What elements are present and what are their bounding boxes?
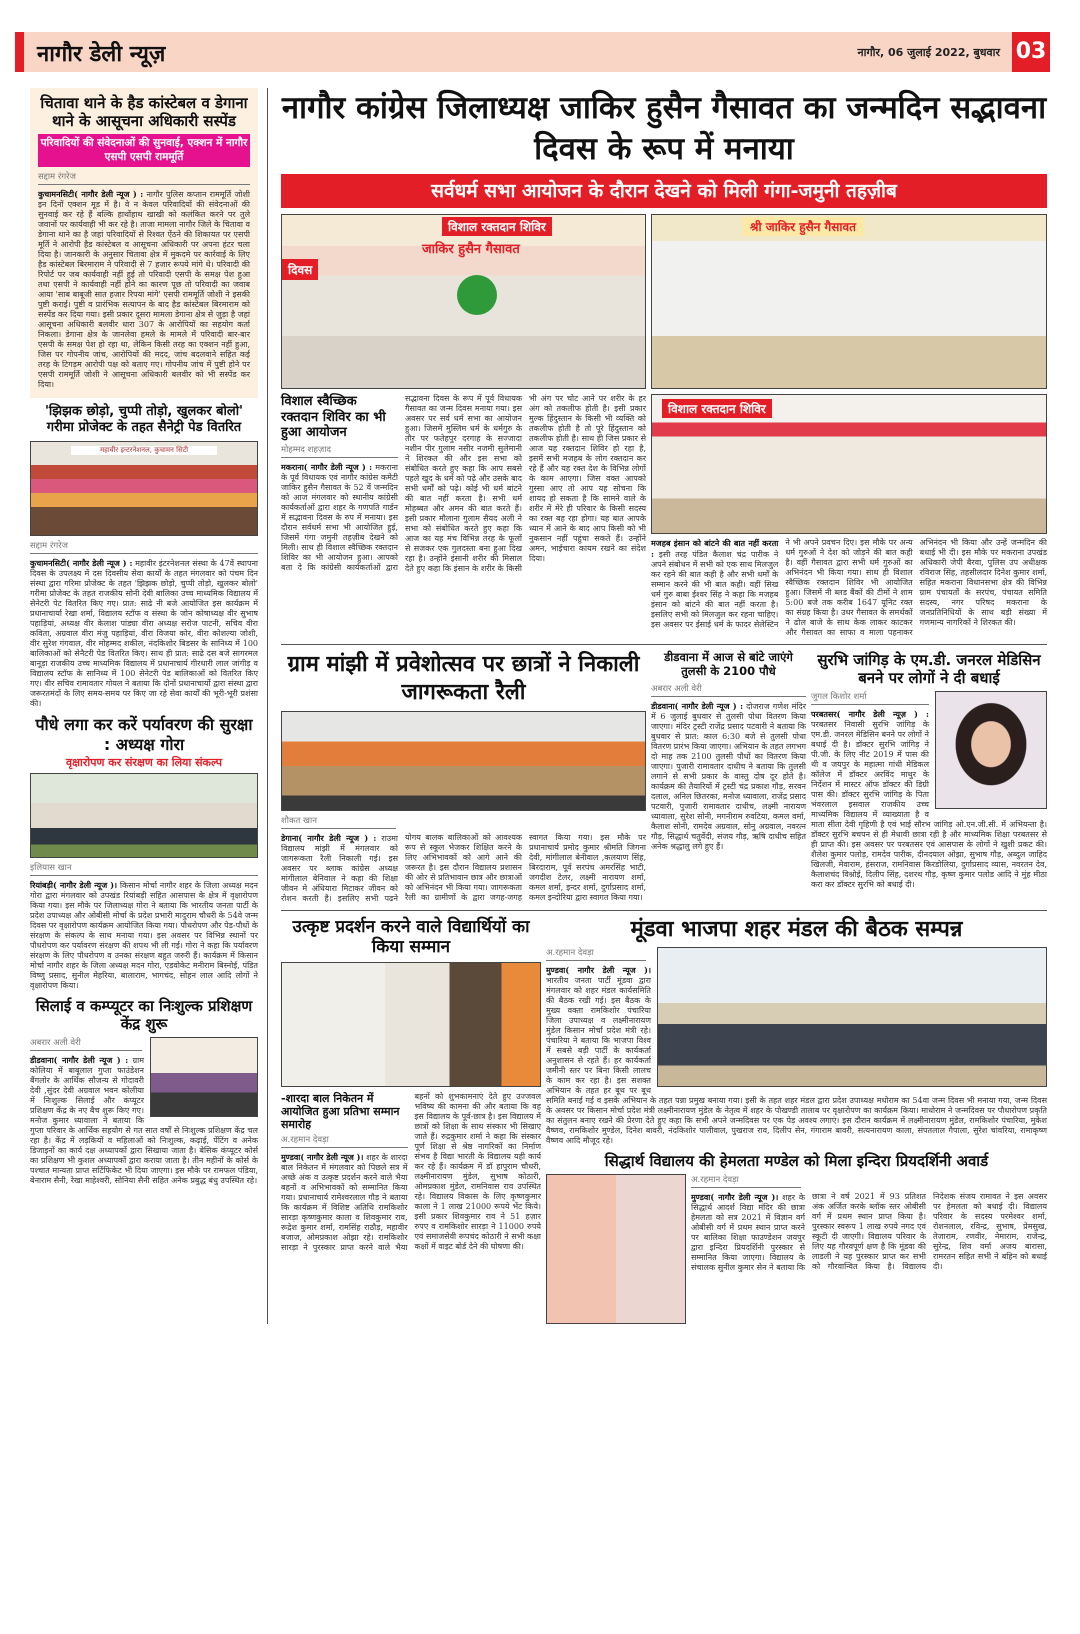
tulsi-headline: डीडवाना में आज से बांटे जाएंगे तुलसी के 2100 पौधे: [664, 650, 793, 678]
suspension-subheadline: परिवादियों की संवेदनाओं की सुनवाई, एक्शन में नागौर एसपी एसपी राममूर्ति: [38, 134, 250, 167]
byline: जुगल किशोर शर्मा: [811, 691, 929, 705]
manjhi-photo: [281, 711, 646, 811]
silai-photo: [150, 1037, 258, 1117]
lead-article-body: [281, 394, 646, 638]
mundwa-headline: मूंडवा भाजपा शहर मंडल की बैठक सम्पन्न: [630, 917, 963, 942]
masthead-red-bar: [15, 32, 24, 72]
lead-article: [281, 394, 1047, 638]
surbhi-photo: [935, 691, 1047, 809]
dateline: मुण्डवा( नागौर डेली न्यूज )।: [691, 1192, 779, 1203]
dateline: रियांबड़ी( नागौर डेली न्यूज )।: [30, 880, 118, 891]
suspension-story-box: [30, 88, 258, 398]
lead-photo-2: [651, 214, 1047, 389]
manjhi-story: [281, 651, 646, 904]
photo-banner-text: महावीर इन्टरनेशनल, कुचामन सिटी: [71, 446, 217, 455]
samman-story: [281, 917, 541, 1324]
manjhi-article-body: [281, 833, 646, 904]
middle-row: [281, 651, 1047, 904]
garima-headline: 'झिझक छोड़ो, चुप्पी तोड़ो, खुलकर बोलो' गरीमा प्रोजेक्ट के तहत सैनेट्री पेड वितरित: [44, 404, 244, 435]
blood-camp-headline: विशाल स्वैच्छिक रक्तदान शिविर का भी हुआ आयोजन: [281, 394, 386, 441]
byline: इलियास खान: [30, 862, 258, 876]
surbhi-headline: सुरभि जांगिड़ के एम.डी. जनरल मेडिसिन बनने पर लोगों ने दी बधाई: [817, 651, 1041, 687]
silai-headline: सिलाई व कम्प्यूटर का निःशुल्क प्रशिक्षण केंद्र शुरू: [35, 997, 253, 1034]
tulsi-story: [651, 651, 806, 904]
hemlata-content: [546, 1174, 1047, 1324]
section-divider: [281, 910, 1047, 911]
dateline: डीडवाना( नागौर डेली न्यूज ) :: [30, 1055, 129, 1066]
dateline: मुण्डवा( नागौर डेली न्यूज )।: [546, 965, 651, 976]
dateline: मुण्डवा( नागौर डेली न्यूज )।: [281, 1152, 364, 1163]
sharda-headline: -शारदा बाल निकेतन में आयोजित हुआ प्रतिभा सम्मान समारोह: [281, 1091, 400, 1132]
article-text: राउमा विद्यालय मांझी में मंगलवार को जागरूकता रैली निकाली गई। इस अवसर पर ब्लाक कांग्रेस अध्यक्ष मांगीलाल बेनिवाल ने कहा की शिक्षा जीवन मे अंधियारा मिटाकर जीवन को रोशन करती है। इसलिए सभी पढने योगय बालक बालिकाओं को आवश्यक रूप से स्कूल भेजकर शिक्षित करने के लिए अभिभावकों को आगे आने की जरूरत है। इस दौरान विद्यालय प्रशासन की ओर से प्रतिभावान छात्र और छात्राओं को अभिनंदन भी किया गया। जागरूकता रैली का ग्रामीणों के द्वारा जगह-जगह स्वागत किया गया। इस मौके पर प्रधानाचार्य प्रमोद कुमार श्रीमति जिगना देवी, मांगीलाल बेनीवाल ,कलयाण सिंह, बिरदाराम, पूर्व सरपंच अमरसिंह भाटी, जगदीश टेलर, लक्ष्मी नारायण शर्मा, कमल शर्मा, इन्दर शर्मा, दुर्गाप्रसाद शर्मा, कमल इन्दोरिया द्वारा स्वागत किया गया।: [281, 833, 646, 903]
hemlata-photo: [546, 1174, 686, 1324]
main-column: [281, 88, 1047, 1324]
byline: अबरार अली वेरी: [651, 683, 806, 697]
lead-photo-3: [651, 394, 1047, 534]
section-divider: [281, 644, 1047, 645]
manjhi-headline: ग्राम मांझी में प्रवेशोत्सव पर छात्रों ने निकाली जागरूकता रैली: [287, 652, 640, 705]
hemlata-headline: सिद्धार्थ विद्यालय की हेमलता मण्डेल को मिला इन्दिरा प्रियदर्शिनी अवार्ड: [604, 1152, 989, 1171]
bottom-row: [281, 917, 1047, 1324]
lead-banner: सर्वधर्म सभा आयोजन के दौरान देखने को मिली गंगा-जमुनी तहज़ीब: [281, 174, 1047, 208]
byline: मोहम्मद शहज़ाद: [281, 445, 398, 458]
mundwa-photo: [657, 947, 1047, 1087]
photo-side-text: दिवस: [282, 259, 318, 280]
dateline: मकराना( नागौर डेली न्यूज ) :: [281, 461, 373, 472]
lead-photos: [281, 214, 1047, 389]
gora-headline: पौधे लगा कर करें पर्यावरण की सुरक्षा : अध्यक्ष गोरा: [35, 715, 253, 754]
lead-headline: नागौर कांग्रेस जिलाध्यक्ष जाकिर हुसैन गैसावत का जन्मदिन सद्भावना दिवस के रूप में मनाया: [281, 90, 1047, 167]
dateline: डीडवाना( नागौर डेली न्यूज ) :: [651, 700, 744, 711]
article-text: इसी तरह पंडित कैलाश चंद्र पारीक ने अपने संबोधन में सभी को एक साथ मिलजुल कर रहने की बात कही है और सभी धर्मों के सम्मान करने की भी बात कही। वहीं सिख धर्म गुरु बाबा ईश्वर सिंह ने कहा कि मजहब इंसान को बांटने की बात नहीं करता है। इसलिए सभी को मिलजुल कर रहना चाहिए। इस अवसर पर ईसाई धर्म के फादर सेलेस्टिन ने भी अपने प्रवचन दिए। इस मौके पर अन्य धर्म गुरुओं ने देश को जोड़ने की बात कही है। वहीं गैसावत द्वारा सभी धर्म गुरुओं का अभिनंदन भी किया गया। साथ ही विशाल स्वैच्छिक रक्तदान शिविर भी आयोजित हुआ। जिसमें नी ब्लड बैंकों की टीमों ने शाम 5:00 बजे तक करीब 1647 यूनिट रक्त का संग्रह किया है। उधर गैसावत के समर्थकों ने ढोल बाजे के साथ केक लाकर काटकर और गैसावत का साफा व माला पहनाकर अभिनंदन भी किया और उन्हें जन्मदिन की बधाई भी दी। इस मौके पर मकराना उपखंड अधिकारी जेपी बैरवा, पुलिस उप अधीक्षक रविराज सिंह, तहसीलदार दिनेश कुमार शर्मा, सहित मकराना विधानसभा क्षेत्र की विभिन्न ग्राम पंचायतों के सरपंच, पंचायत समिति सदस्य, नगर परिषद मकराना के जनप्रतिनिधियों के साथ बड़ी संख्या में गणमान्य नागरिकों ने शिरकत की।: [651, 538, 1047, 637]
hemlata-article-body: [691, 1192, 1047, 1273]
gora-subheadline: वृक्षारोपण कर संरक्षण का लिया संकल्प: [66, 755, 222, 769]
samman-article-body: [281, 1092, 541, 1254]
samman-headline: उत्कृष्ट प्रदर्शन करने वाले विद्यार्थियों का किया सम्मान: [292, 917, 530, 958]
byline: अ.रहमान देवड़ा: [546, 947, 646, 961]
tulsi-article-body: [651, 701, 806, 852]
byline: अ.रहमान देवड़ा: [281, 1135, 408, 1148]
lead-article-body-continued: [651, 538, 1047, 638]
article-subhead: मजहब इंसान को बांटने की बात नहीं करता :: [651, 538, 779, 559]
article-text: मकराना के पूर्व विधायक एवं नागौर कांग्रेस कमेटी जाकिर हुसैन गैसावत के 52 वें जन्मदिन को आज मंगलवार को स्थानीय कांग्रेसी कार्यकर्ताओं द्वारा शहर के गणपति गार्डन में सद्भावना दिवस के रुप में मनाया। इस दौरान सर्वधर्म सभा भी आयोजित हुई, जिसमें गंगा जमुनी तहज़ीब देखने को मिली। साथ ही विशाल स्वैच्छिक रक्तदान शिविर का भी आयोजन हुआ। आपको बता दे कि कांग्रेसी कार्यकर्ताओं द्वारा सद्भावना दिवस के रूप में पूर्व विधायक गैसावत का जन्म दिवस मनाया गया। इस अवसर पर सर्व धर्म सभा का आयोजन हुआ। जिसमें मुस्लिम धर्म के धर्मगुरु के तौर पर फतेहपुर दरगाह के सज्जादा नशीन पीर गुलाम नसीर नजमी सुलेमानी ने शिरकत की और इस सभा को संबोधित करते हुए कहा कि आप सबसे पहले खुद के धर्म को पढ़े और उसके बाद सभी धर्मों को पढ़े। कोई भी धर्म बांटने की बात नहीं करता है। सभी धर्म मोहब्बत और अमन की बात करते हैं। इसी प्रकार मौलाना गुलाम सैयद अली ने सभा को संबोधित करते हुए कहा कि आज का यह मंच विभिन्न तरह के फूलों से सजकर एक गुलदस्ता बना हुआ दिख रहा है। उन्होंने इंसानी शरीर की मिसाल देते हुए कहा कि इंसान के शरीर के किसी भी अंग पर चोट आने पर शरीर के हर अंग को तकलीफ होती है। इसी प्रकार मुल्क हिंदुस्तान के किसी भी व्यक्ति को तकलीफ होती है तो पूरे हिंदुस्तान को तकलीफ होती है। साथ ही जिस प्रकार से आज यह रक्तदान शिविर हो रहा है, इसमें सभी मजहब के लोग रक्तदान कर रहे हैं और यह रक्त देश के विभिन्न लोगों के काम आएगा। जिस वक्त आपको गुस्सा आए तो आप यह सोचना कि शायद हो सकता है कि सामने वाले के शरीर में मेरे ही परिवार के किसी सदस्य का रक्त बह रहा होगा। यह बात आपके ध्यान में आने के बाद आप किसी को भी नुकसान नहीं पहुंचा सकते हैं। उन्होंने अमन, भाईचारा कायम रखने का संदेश दिया।: [281, 394, 646, 573]
left-column: [30, 88, 258, 1324]
article-text: नागौर पुलिस कप्तान राममूर्ति जोशी इन दिनों एक्शन मूड में है। वे न केवल परिवादियों की संवेदनाओं की सुनवाई कर रहे हैं बल्कि हाथोंहाथ खाखी को कलंकित करने पर तुले जवानों पर कार्यवाही भी कर रहे है। ताजा मामला नागौर जिले के चितावा व डेगाना थाने का है जहां परिवादियों से रिश्वत ऐंठने की शिकायत पर एसपी मूर्ति ने आरोपी हैड कांस्टेबल व आसूचना अधिकारी पर अपना हंटर चला दिया है। जानकारी के अनुसार चितावा क्षेत्र में मुकदमे पर कार्रवाई के लिए हैड कांस्टेबल बिरमाराम ने परिवादी से 7 हजार रूपये मांगे थे। परिवादी की रिपोर्ट पर जब कार्यवाही नहीं हुई तो परिवादी एसपी के समक्ष पेश हुआ तथा एसपी ने कार्यवाही नहीं होने का कारण पूछ तो परिवादी का जवाब आया 'साब बाबूजी सात हजार रिपया मांगे' एसपी राममूर्ति जोशी ने इसकी पुष्टी कराई। पुष्टी व प्रारंभिक सत्यापन के बाद हैड कांस्टेबल बिरमाराम को सस्पेंड कर दिया गया। इसी प्रकार दूसरा मामला डेगाना क्षेत्र से जुड़ा है जहां आसूचना अधिकारी बलवीर धारा 307 के आरोपियों का सहयोग कर्ता निकला। डेगाना क्षेत्र के जानलेवा हमले के मामले में परिवादी बार-बार एसपी के समक्ष पेश हो रहा था, लेकिन किसी तरह का एक्शन नहीं हुआ, जिस पर गोपनीय जांच, आरोपियों की मदद, जांच बदलवाने सहित कई तरह के टिगड़म आरोपी पक्ष को बताए गए। गोपनीय जांच में पुष्टी होने पर एसपी राममूर्ति जोशी ने आसूचना अधिकारी बलवीर को भी सस्पेंड कर दिया।: [38, 190, 250, 390]
article-text: महावीर इंटरनेशनल संस्था के 47वें स्थापना दिवस के उपलक्ष्य में दस दिवसीय सेवा कार्यों के तहत मंगलवार को पंचम दिन संस्था द्वारा गरिमा प्रोजेक्ट के तहत 'झिझक छोड़ो, चुप्पी तोड़ो, खुलकर बोलो' गरीमा प्रोजेक्ट के तहत राजकीय सोनी देवी बालिका उच्च माध्यमिक विद्यालय में सेनेटरी पेट वितरित किए गए। प्रात: साढे नी बजे आयोजित इस कार्यक्रम में प्रधानाचार्या रेखा शर्मा, विद्यालय स्टॉफ व संस्था के जोन कोषाध्यक्ष वीर सुभाष पहाड़ियां, अध्यक्ष वीर केलाश पांड्या वीरा अध्यक्ष सरोज पाटनी, सचिव वीरा कविता, अग्रवाल वीरा मंजु पहाड़ियां, वीरा विजया कोर, वीरा कोशल्या जोशी, वीर सुरेश गंगवाल, वीर मोहम्मद शकील, नंदकिशोर बिडसर के सानिध्य में 100 बालिकाओं को सेनैटरी पेड वितरित किए। साथ ही प्रात: साढे दस बजे सागरमल बानूड़ा राजकीय उच्च माध्यमिक विद्यालय में प्रधानाचार्य गीरधारी लाल जांगीड़ व विद्यालय स्टॉफ के सानिध्य में 100 सेनेटरी पेड बालिकाओं को वितरित किए गए। वीर सचिव रामावतार गोयल ने बताया कि दोनों प्रधानाचार्यो द्वारा संस्था द्वारा जरूरतमंदों के लिए समय-समय पर किए जा रहे सेवा कार्यों की भूरी-भूरी प्रशंसा की।: [30, 559, 259, 709]
hemlata-text: [691, 1174, 1047, 1324]
article-text: शहर के शारदा बाल निकेतन में मंगलवार को पिछले सत्र में अच्छे अंक व उत्कृष्ट प्रदर्शन करने वाले भैया बहनों व अभिभावकों को सम्मानित किया गया। प्रधानाचार्य रामेश्वरलाल गौड़ ने बताया कि कार्यक्रम में विशिष्ट अतिथि रामकिशोर सारड़ा कृष्णकुमार काला व शिवकुमार राव, रूद्रेश कुमार शर्मा, रामसिंह राठौड़, महावीर बजाज, ओमप्रकाश ओझा रहे। रामकिशोर सारड़ा ने पुरस्कार प्राप्त करने वाले भैया बहनों को शुभकामनाएं देते हुए उज्जवल भविष्य की कामना की और बताया कि वह इस विद्यालय के पूर्व-छात्र है। इस विद्यालय में छात्रों को शिक्षा के साथ संस्कार भी सिखाए जाते हैं। रुद्रकुमार शर्मा ने कहा कि संस्कार पूर्ण शिक्षा से श्रेष्ठ नागरिकों का निर्माण संभव है विद्या भारती के विद्यालय यही कार्य कर रहे हैं। कार्यक्रम में डॉ हापुराम चौधरी, लक्ष्मीनारायण मुंडेल, सुभाष कोठारी, ओमप्रकाश मुंडेल, रामनिवास राव उपस्थित रहे। विद्यालय विकास के लिए कृष्णकुमार काला ने 1 लाख 21000 रूपये भेंट किये। इसी प्रकार शिवकुमार राव ने 51 हज़ार रुपए व रामकिशोर सारड़ा ने 11000 रुपये एवं समाजसेवी रूपचंद कोठारी ने सभी कक्षा कक्षों में वाइट बोर्ड देने की घोषणा की।: [281, 1091, 541, 1253]
photo-banner-text: विशाल रक्तदान शिविर: [442, 217, 552, 236]
mundwa-hemlata-stories: [546, 917, 1047, 1324]
gora-photo: [30, 773, 258, 858]
article-text: दोजराज गणेश मंदिर में 6 जुलाई बुधवार से तुलसी पोधा वितरण किया जाएगा। मंदिर ट्रस्टी राजेंद्र प्रसाद पटवारी ने बताया कि बुधवार से प्रात: काल 6:30 बजे से तुलसी पोधा वितरण प्रारंभ किया जाएगा। अभियान के तहत लगभग दो माह तक 2100 तुलसी पौधों का वितरण किया जाएगा। पुजारी रामावतार दाधीच ने बताया कि तुलसी लगाने से सभी प्रकार के वास्तु दोष दूर होते है। कार्यक्रम की तैयारियों में ट्रस्टी चंद्र प्रकाश गौड़, सरवन दलाल, अनिल छितरका, मनोज ध्यावाला, राजेंद्र प्रसाद पटवारी, पुजारी रामावतार दाधीच, लक्ष्मी नारायण ध्यावाला, सुरेश सोनी, मगनीराम रुवटिया, कमल वर्मा, कैलाश सोनी, रामदेव अग्रवाल, सोनु अग्रवाल, नवरत्न गौड़, सिद्धार्थ चतुर्वेदी, संजय गौड़, ऋषि दाधीच सहित अनेक श्रद्धालु लगे हुए हैं।: [651, 701, 806, 851]
garima-photo: [30, 441, 258, 536]
photo-banner-subtext: जाकिर हुसैन गैसावत: [422, 242, 520, 257]
masthead: [15, 32, 1050, 72]
dateline: कुचामनसिटी( नागौर डेली न्यूज ) :: [38, 189, 144, 200]
byline: शौकत खान: [281, 815, 396, 829]
green-turban: [457, 275, 497, 315]
article-text: ग्राम कोलिया में बाबूलाल गुप्ता फाउंडेशन बैंगलोर के आर्थिक सौजन्य से गोदावरी देवी ,सुंदर देवी अग्रवाल भवन कोलीया में निःशुल्क सिलाई और कंप्यूटर प्रशिक्षण केंद्र के नए बैच शुरू किए गए। मनोज कुमार ध्यावाला ने बताया कि गुप्ता परिवार के आर्थिक सहयोग से गत सात वर्षों से निःशुल्क प्रशिक्षण केंद्र चल रहा है। केंद्र में लड़कियों व महिलाओं को निःशुल्क, कढ़ाई, पेंटिंग व अनेक डिजाइनों का कार्य दक्ष अध्यापकों द्वारा सिखाया जाता है। बेसिक कंप्यूटर कोर्स का प्रशिक्षण भी कुशल अध्यापकों द्वारा कराया जाता है। तीन महीनों के कोर्स के पश्चात मान्यता प्राप्त सर्टिफिकेट भी दिया जाएगा। इस मौके पर रामफल पंडिया, बेनाराम सैनी, रेखा माहेश्वरी, सोनिया सैनी सहित अनेक प्रबुद्ध बंधु उपस्थित रहे।: [30, 1056, 258, 1186]
article-body: [38, 189, 250, 390]
byline: अ.रहमान देवड़ा: [691, 1174, 801, 1188]
article-body: [30, 880, 258, 991]
page-number: 03: [1012, 32, 1050, 72]
surbhi-story: [811, 651, 1047, 904]
paper-name: नागौर डेली न्यूज़: [37, 42, 166, 67]
article-body: [30, 558, 258, 709]
article-text: किसान मोर्चा नागौर शहर के जिला अध्यक्ष मदन गोरा द्वारा मंगलवार को उपखंड रियांबड़ी सहित आसपास के क्षेत्र में वृक्षारोपण किया गया। इस मौके पर जिलाध्यक्ष गोरा ने बताया कि भारतीय जनता पार्टी के प्रदेश उपाध्यक्ष और ओबीसी मोर्चा के प्रदेश प्रभारी मादुराम चौधरी के 54वे जन्म दिवस पर वृक्षारोपण कार्यक्रम आयोजित किया गया। पौधरोपण और पेड-पौधों के संरक्षण के संकल्प के साथ मनाया गया। इस अवसर पर विभिन्न स्थानों पर पौधरोपण कर पर्यावरण संरक्षण की शपथ भी ली गई। गोरा ने कहा कि पर्यावरण संरक्षण के लिए पौधरोपण व उनका संरक्षण बहुत जरुरी हैं। कार्यक्रम में किसान मोर्चा नागौर शहर के जिला अध्यक्ष मदन गोरा, एडवोकेट मनीराम बिस्नोई, पंडित विष्णु प्रसाद, सुनील मेहरिया, बालाराम, भागचंद, सोहन लाल आदि लोगों ने वृक्षारोपण किया।: [30, 881, 258, 991]
article-text: भारतीय जनता पार्टी मूंडवा द्वारा मंगलवार को शहर मंडल कार्यसमिति की बैठक रखी गई। इस बैठक के मुख्य वक्ता रामकिशोर पंचारिया जिला उपाध्यक्ष व लक्ष्मीनारायण मुंडेल किसान मोर्चा प्रदेश मंत्री रहे। पंचारिया ने बताया कि भाजपा विश्व में सबसे बड़ी पार्टी के कार्यकर्ता अनुशासन से रहते हैं। हर कार्यकर्ता जमीनी स्तर पर बिना किसी लालच के काम कर रहा है। इस सशक्त अभियान के तहत हर बूथ पर बूथ समिति बनाई गई व इसके अभियान के तहत पन्ना प्रमुख बनाया गया। इसी के तहत शहर मंडल द्वारा प्रदेश उपाध्यक्ष मधोराम का 54वा जन्म दिवस भी मनाया गया, जन्म दिवस के अवसर पर किसान मोर्चा प्रदेश मंत्री लक्ष्मीनारायण मुंडेल के नेतृत्व में शहर के पोखण्डी तालाब पर वृक्षारोपण का कार्यक्रम किया। माधोराम ने जन्मदिवस पर पौधारोपण प्रकृति का संतुलन बनाए रखने की प्रेरणा देते हुए कहा कि सभी अपने जन्मदिवस पर एक पेड़ अवश्य लगाएं। इस दौरान कार्यक्रम में लक्ष्मीनारायण मुंडेल, रामकिशोर पंचारिया, मुकेश वैष्णव, रामकिशोर मुण्डेल, दिनेश बावरी, नंदकिशोर पालीवाल, पुखराज राव, दिलीप सेन, गंगाराम बावरी, सत्यनारायण काला, संपतलाल गैपाला, सुरेश चांवरिया, रामाकृष्ण वैष्णव आदि मौजूद रहे।: [546, 976, 1047, 1146]
lead-photo-1: [281, 214, 646, 389]
suspension-headline: चितावा थाने के हैड कांस्टेबल व डेगाना थाने के आसूचना अधिकारी सस्पेंड: [40, 94, 248, 130]
lead-article-right: [651, 394, 1047, 638]
article-text: परबतसर निवासी सुरभि जांगिड़ के एम.डी. जनरल मेडिसिन बनने पर लोगों ने बधाई दी है। डॉक्टर सुरभि जांगिड़ ने पी.जी. के लिए नीट 2019 में पास की थी व जयपुर के महात्मा गांधी मेडिकल कॉलेज में डॉक्टर अरविंद माथुर के निर्देशन में मास्टर ऑफ डॉक्टर की डिग्री पास की। डॉक्टर सुरभि जांगिड़ के पिता भंवरलाल इसवाल राजकीय उच्च माध्यमिक विद्यालय में व्याख्याता है व माता सीता देवी गृहिणी है एवं भाई सौरभ जांगिड़ ओ.एन.जी.सी. में अभियन्ता है। डॉक्टर सुरभि बचपन से ही मेधावी छात्रा रही है और माध्यमिक शिक्षा परबतसर से ही प्राप्त की। इस अवसर पर परबतसर एवं आसपास के लोगों ने खुशी प्रकट की। शैलेश कुमार पलोड़, रामदेव पारीक, दीनदयाल ओझा, सुभाष गौड़, अब्दुल जाहिद खिलजी, मेवाराम, हंसराज, रामनिवास किरडोलिया, दुर्गाप्रसाद व्यास, नवरतन देव, कैलाशचंद विश्नोई, दिलीप सिंह, दशरथ गौड़, कृष्ण कुमार पलोड आदि ने मुंह मीठा करा कर डॉक्टर सुरभि को बधाई दी।: [811, 720, 1047, 889]
dateline: परबतसर( नागौर डेली न्यूज़ ) :: [811, 709, 929, 719]
photo-banner-text: श्री जाकिर हुसैन गैसावत: [742, 217, 864, 236]
photo-banner-text: विशाल रक्तदान शिविर: [662, 399, 772, 418]
dateline: डेगाना( नागौर डेली न्यूज ) :: [281, 833, 377, 843]
byline: सद्दाम रंगरेज: [38, 171, 250, 185]
byline: सद्दाम रंगरेज: [30, 540, 258, 554]
article-text: शहर के सिद्धार्थ आदर्श विद्या मंदिर की छात्रा हेमलता को सत्र 2021 में विज्ञान वर्ग ओबीसी वर्ग में प्रथम स्थान प्राप्त करने पर बालिका शिक्षा फाउण्डेशन जयपुर द्वारा इन्दिरा प्रियदर्शिनी पुरस्कार से सम्मानित किया जाएगा। विद्यालय के संचालक सुनील कुमार सेन ने बताया कि छात्रा ने वर्ष 2021 में 93 प्रतिशत अंक अर्जित करके ब्लॉक स्तर ओबीसी वर्ग में प्रथम स्थान प्राप्त किया है। पुरस्कार स्वरूप 1 लाख रुपये नगद एवं स्कूटी दी जाएगी। विद्यालय परिवार के लिए यह गौरवपूर्ण क्षण है कि मूंडवा की लाडली ने यह पुरस्कार प्राप्त कर सभी को गौरवान्वित किया है। विद्यालय निदेशक संजय रामावत ने इस अवसर पर हेमलता को बधाई दी। विद्यालय परिवार के सदस्य परमेश्वर शर्मा, रोशनलाल, रविन्द्र, सुभाष, प्रेमसुख, तेजाराम, रणवीर, नेमाराम, राजेन्द्र, सुरेन्द्र, शिव वर्मा अजय बारासा, रामरतन सहित सभी ने बहिन को बधाई दी।: [691, 1192, 1047, 1273]
samman-photo: [281, 962, 541, 1087]
byline: अबरार अली वेरी: [30, 1037, 142, 1051]
column-divider: [267, 88, 268, 1324]
page-body: [0, 88, 1080, 1324]
issue-date: नागौर, 06 जुलाई 2022, बुधवार: [857, 46, 1000, 59]
dateline: कुचामनसिटी( नागौर डेली न्यूज ) :: [30, 558, 133, 569]
